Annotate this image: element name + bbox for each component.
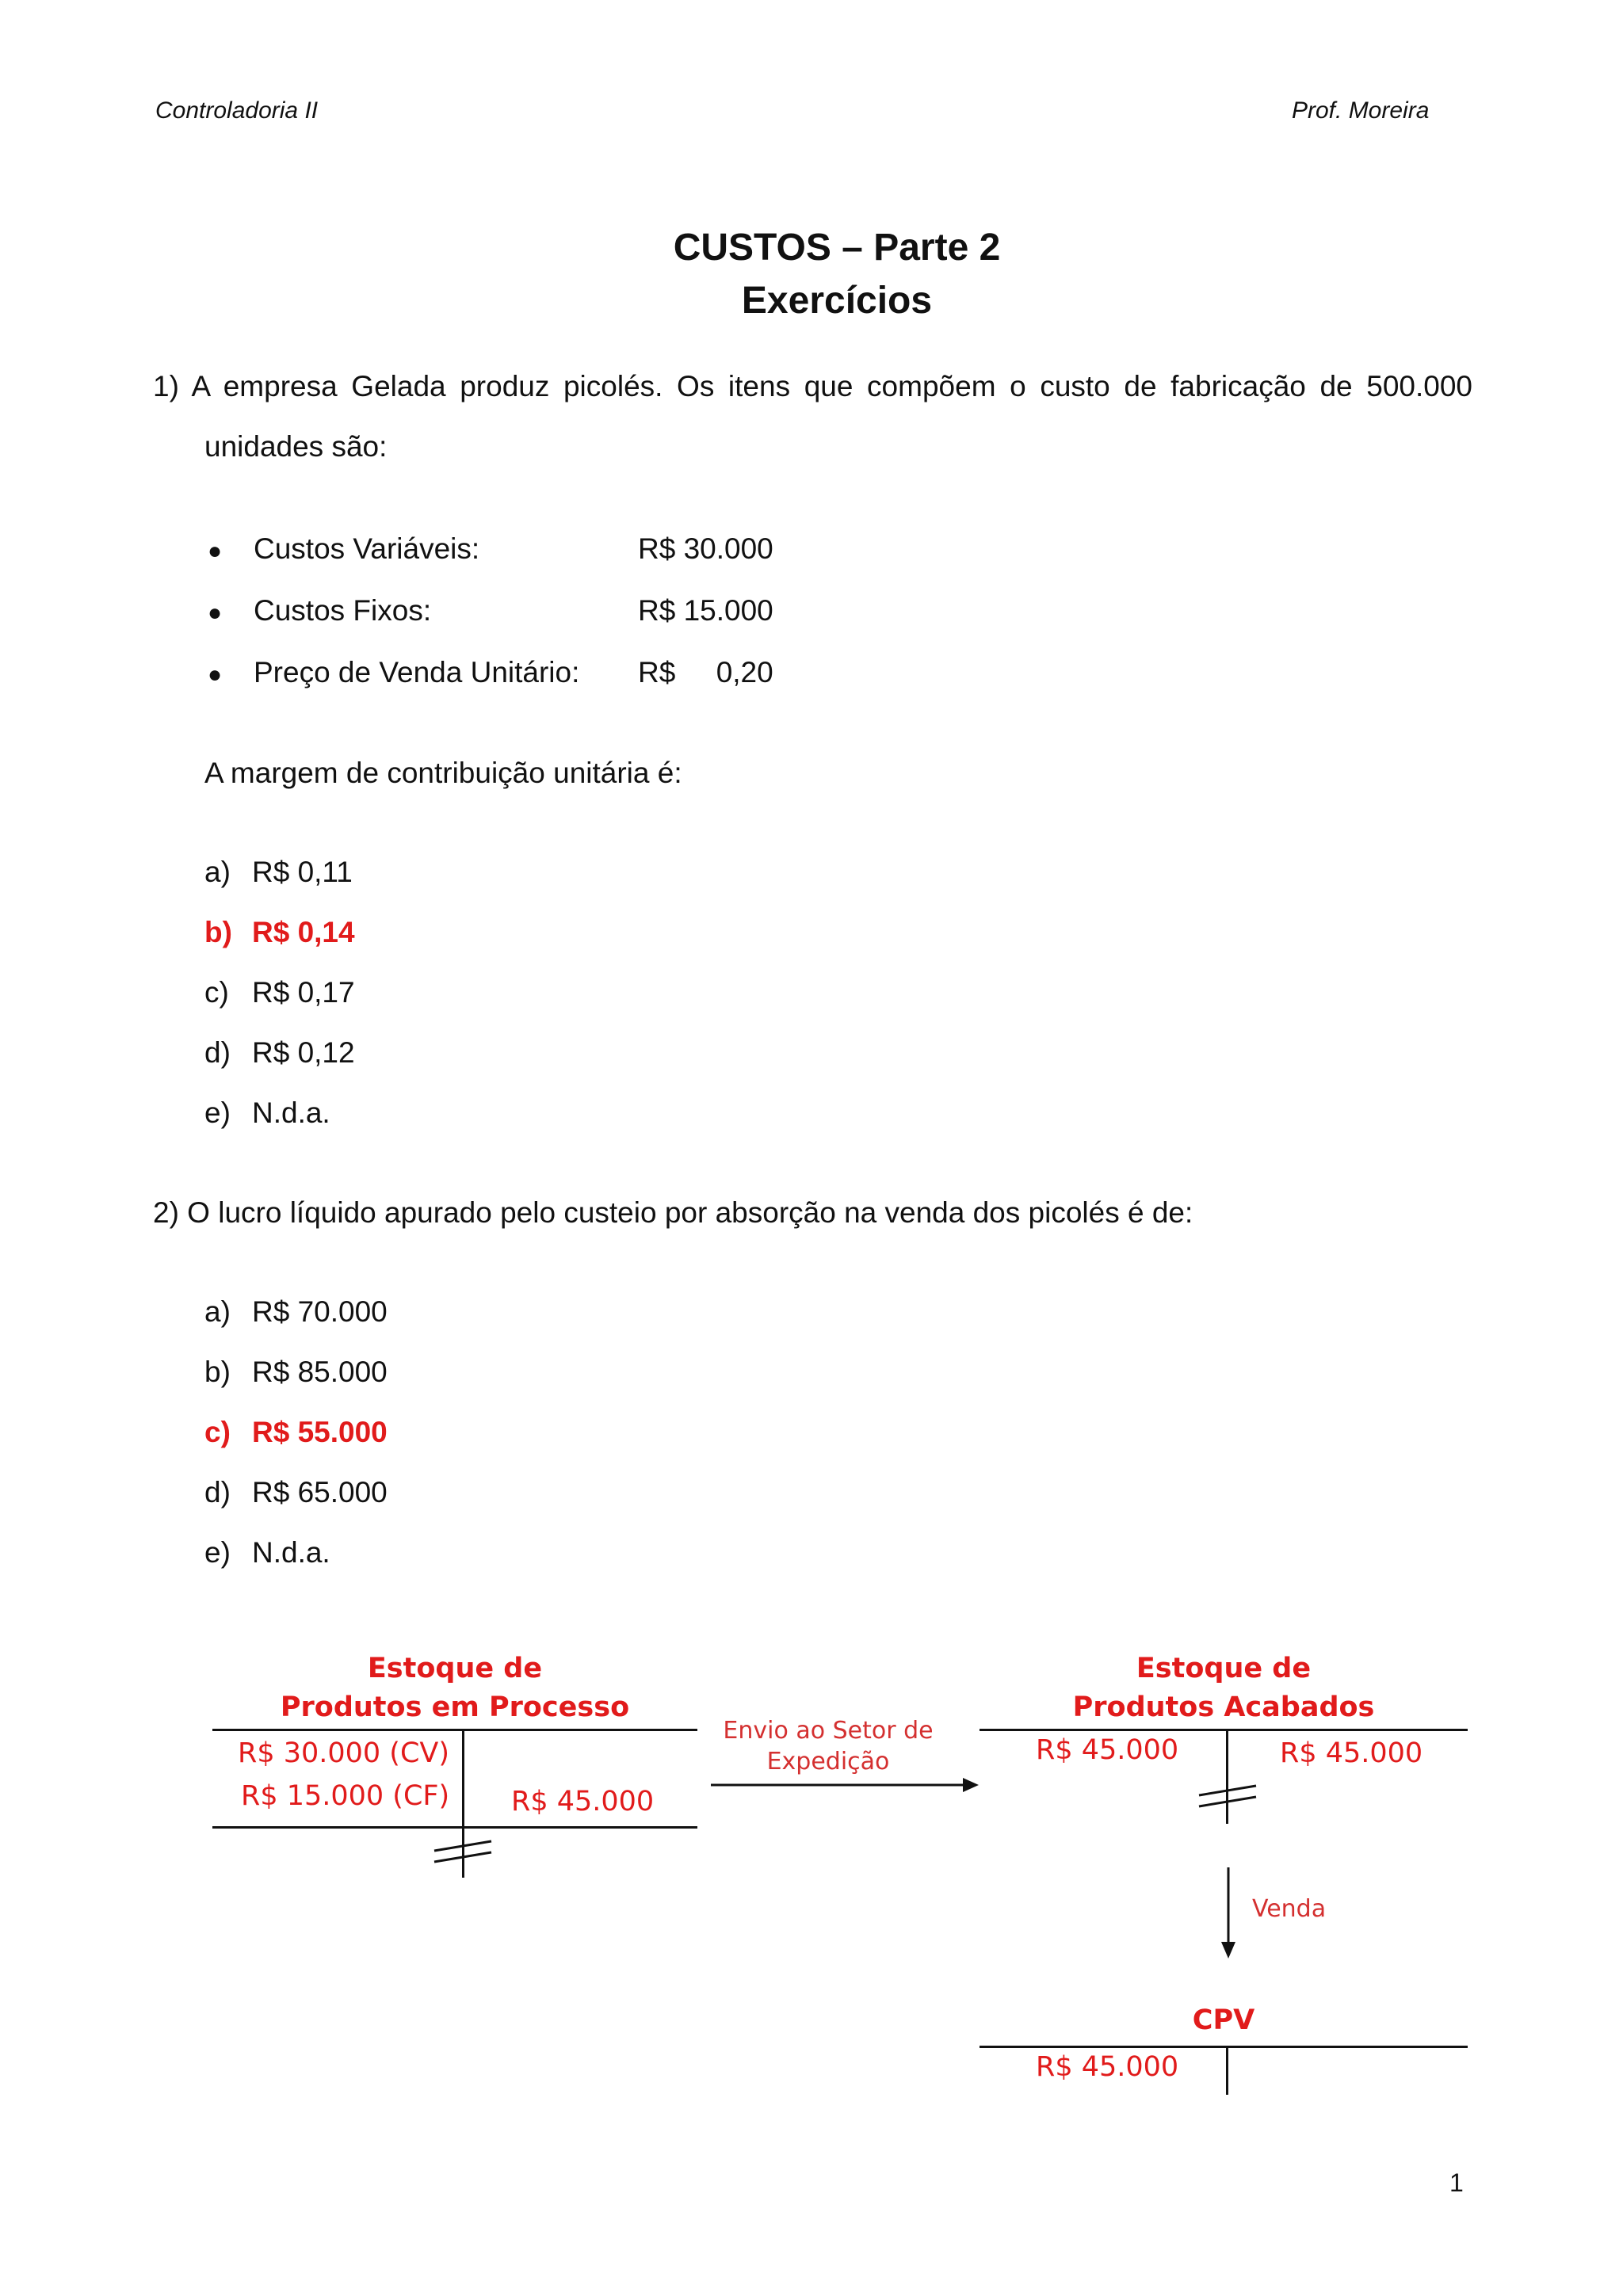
page-title: CUSTOS – Parte 2 [673, 227, 1001, 269]
debit-entry: R$ 45.000 [1036, 2051, 1179, 2083]
item-value: R$ 30.000 [638, 532, 773, 565]
bullet-icon: ● [208, 538, 223, 564]
account-title: Produtos Acabados [1072, 1691, 1375, 1723]
option-c: c) R$ 0,17 [204, 976, 355, 1009]
page-number: 1 [1449, 2168, 1464, 2197]
transfer-label: Expedição [766, 1748, 890, 1775]
option-c-correct: c) R$ 55.000 [204, 1416, 388, 1448]
credit-entry: R$ 45.000 [511, 1786, 655, 1817]
option-e: e) N.d.a. [204, 1536, 330, 1569]
account-title: Estoque de [1136, 1653, 1312, 1684]
option-d: d) R$ 0,12 [204, 1036, 355, 1069]
t-account-closing-line [212, 1826, 697, 1829]
account-title: Produtos em Processo [280, 1691, 630, 1723]
option-a: a) R$ 70.000 [204, 1295, 388, 1328]
account-title: CPV [1192, 2004, 1255, 2036]
question2-text: 2) O lucro líquido apurado pelo custeio por absorção na venda dos picolés é de: [153, 1196, 1193, 1229]
arrow-right-icon [709, 1773, 983, 1797]
question1-line2: unidades são: [204, 430, 388, 463]
page-subtitle: Exercícios [741, 280, 933, 322]
question1-line1: 1) A empresa Gelada produz picolés. Os itens que compõem o custo de fabricação de 500.000 [153, 370, 1472, 402]
item-label: Custos Fixos: [254, 594, 432, 627]
arrow-down-icon [1216, 1866, 1240, 1961]
credit-entry: R$ 45.000 [1280, 1737, 1423, 1769]
bullet-icon: ● [208, 662, 223, 688]
balance-marks-icon [428, 1832, 499, 1871]
header-course: Controladoria II [155, 97, 319, 124]
t-account-horizontal-line [980, 1729, 1468, 1731]
option-b-correct: b) R$ 0,14 [204, 916, 355, 948]
item-label: Custos Variáveis: [254, 532, 480, 565]
question1-prompt: A margem de contribuição unitária é: [204, 757, 682, 789]
option-b: b) R$ 85.000 [204, 1356, 388, 1388]
t-account-horizontal-line [212, 1729, 697, 1731]
item-value: R$ 0,20 [638, 656, 773, 688]
t-account-vertical-line [1226, 2046, 1228, 2095]
balance-marks-icon [1193, 1776, 1264, 1816]
t-account-horizontal-line [980, 2046, 1468, 2048]
item-label: Preço de Venda Unitário: [254, 656, 580, 688]
option-a: a) R$ 0,11 [204, 856, 353, 888]
transfer-label: Envio ao Setor de [723, 1717, 934, 1745]
debit-entry: R$ 30.000 (CV) [238, 1737, 449, 1769]
sale-label: Venda [1252, 1895, 1327, 1923]
option-d: d) R$ 65.000 [204, 1476, 388, 1508]
bullet-icon: ● [208, 600, 223, 626]
debit-entry: R$ 45.000 [1036, 1734, 1179, 1766]
item-value: R$ 15.000 [638, 594, 773, 627]
account-title: Estoque de [367, 1653, 543, 1684]
header-professor: Prof. Moreira [1292, 97, 1430, 124]
option-e: e) N.d.a. [204, 1097, 330, 1129]
debit-entry: R$ 15.000 (CF) [241, 1780, 450, 1812]
